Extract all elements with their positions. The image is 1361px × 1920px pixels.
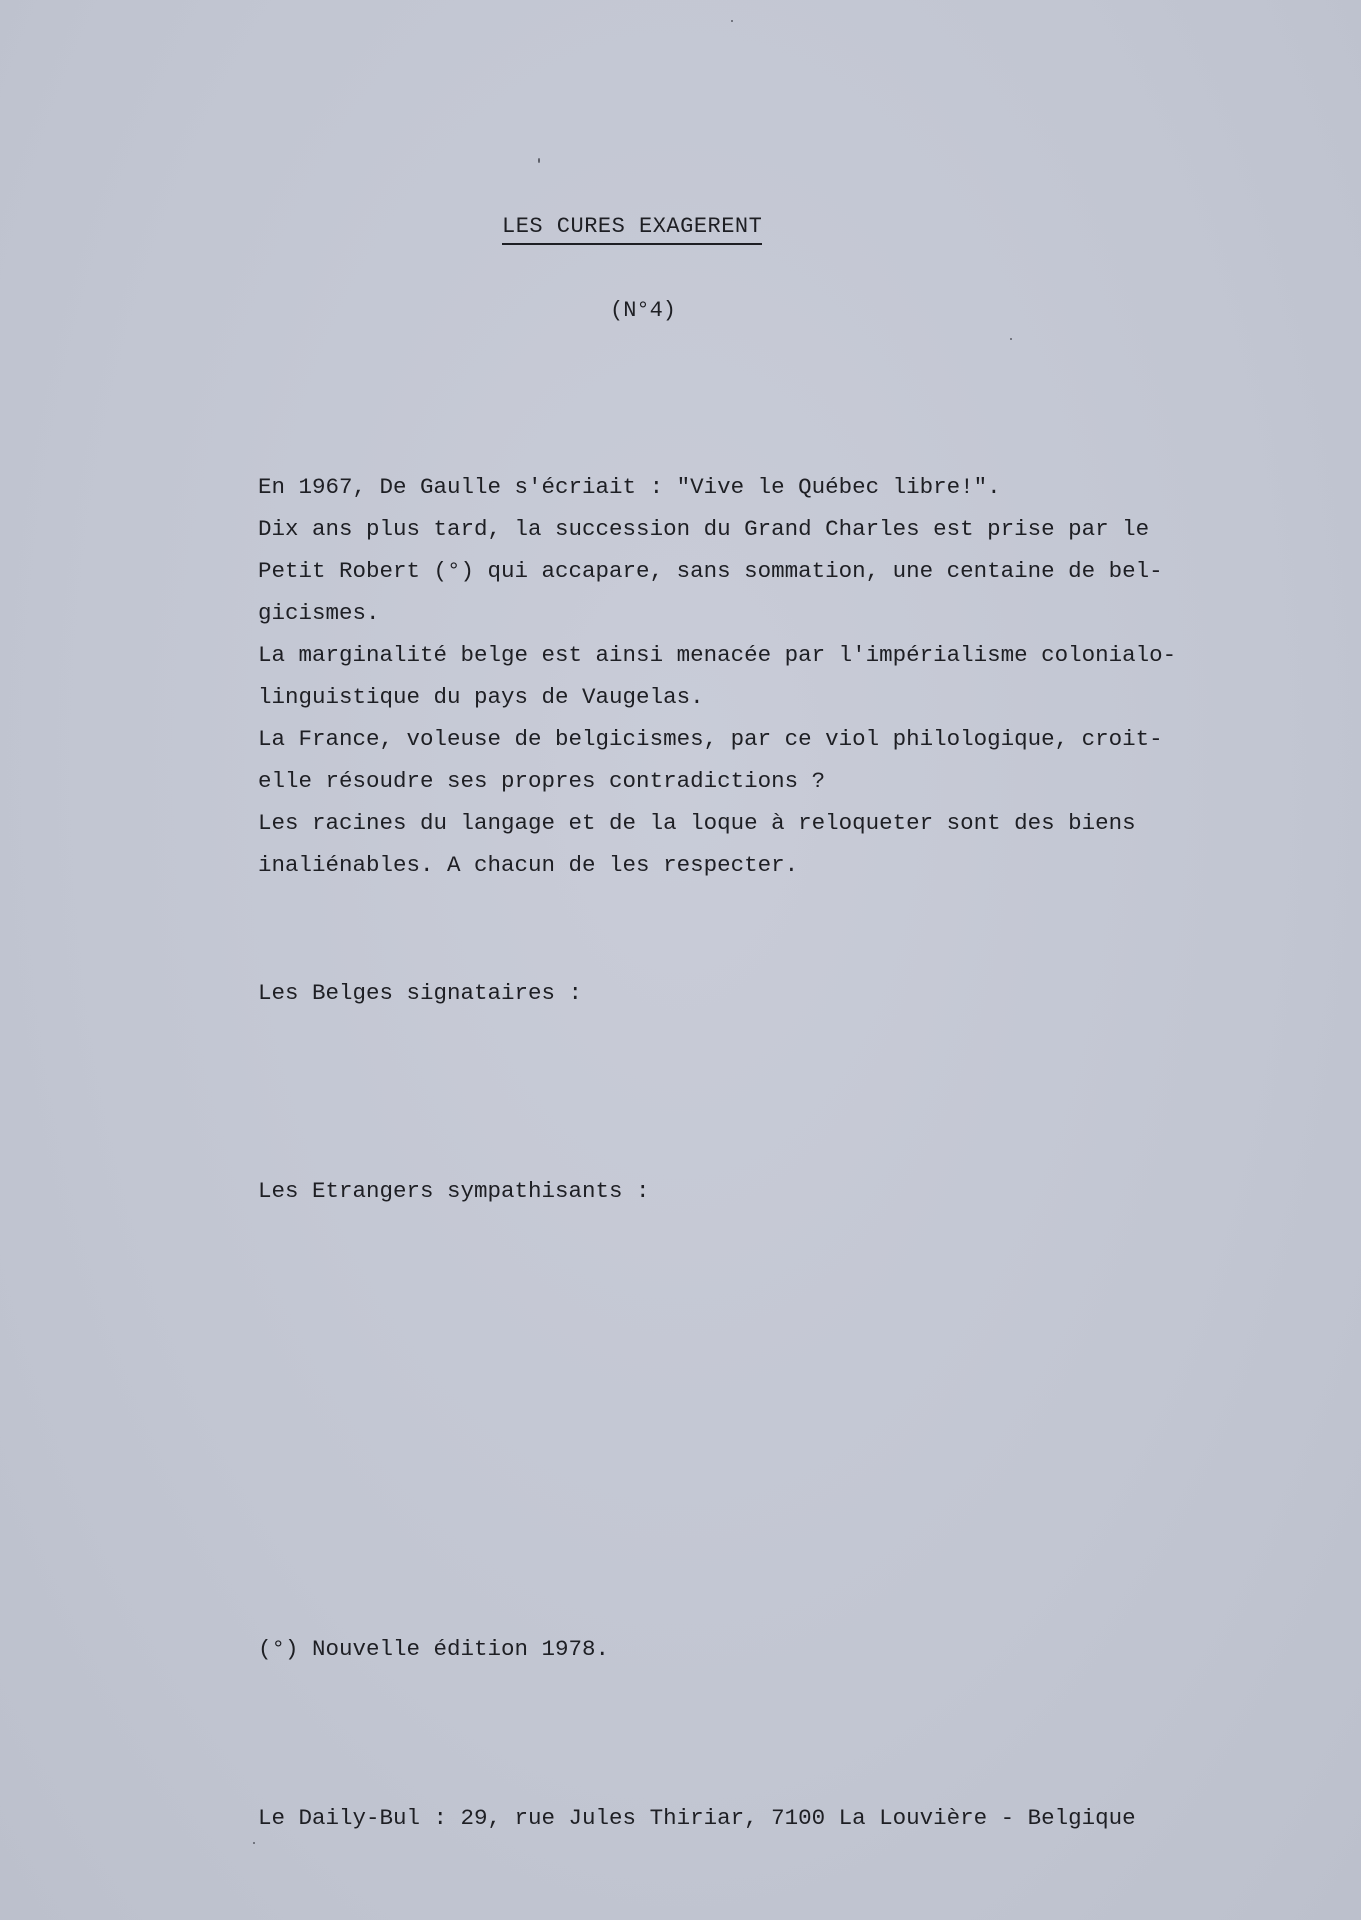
paper-speck <box>731 20 733 22</box>
paragraph-line: inaliénables. A chacun de les respecter. <box>258 852 799 878</box>
paragraph-line: linguistique du pays de Vaugelas. <box>258 684 704 710</box>
paragraph-line: Petit Robert (°) qui accapare, sans sommation, une centaine de bel- <box>258 558 1163 584</box>
paper-speck <box>1010 338 1012 340</box>
paragraph-line: La France, voleuse de belgicismes, par ce viol philologique, croit- <box>258 726 1163 752</box>
paragraph-line: En 1967, De Gaulle s'écriait : "Vive le Québec libre!". <box>258 474 1001 500</box>
paragraph-line: La marginalité belge est ainsi menacée par l'impérialisme colonialo- <box>258 642 1177 668</box>
issue-number: (N°4) <box>610 298 677 323</box>
belgian-signatories-heading: Les Belges signataires : <box>258 980 583 1006</box>
paragraph-line: Les racines du langage et de la loque à reloqueter sont des biens <box>258 810 1136 836</box>
foreign-sympathisers-heading: Les Etrangers sympathisants : <box>258 1178 650 1204</box>
manifesto-paragraph <box>258 466 1308 886</box>
paper-speck <box>253 1842 255 1844</box>
paper-speck <box>538 158 540 163</box>
paragraph-line: gicismes. <box>258 600 380 626</box>
publisher-address: Le Daily-Bul : 29, rue Jules Thiriar, 7100 La Louvière - Belgique <box>258 1805 1136 1831</box>
footnote: (°) Nouvelle édition 1978. <box>258 1636 610 1662</box>
document-title: LES CURES EXAGERENT <box>502 214 762 245</box>
paragraph-line: Dix ans plus tard, la succession du Grand Charles est prise par le <box>258 516 1150 542</box>
paragraph-line: elle résoudre ses propres contradictions ? <box>258 768 826 794</box>
